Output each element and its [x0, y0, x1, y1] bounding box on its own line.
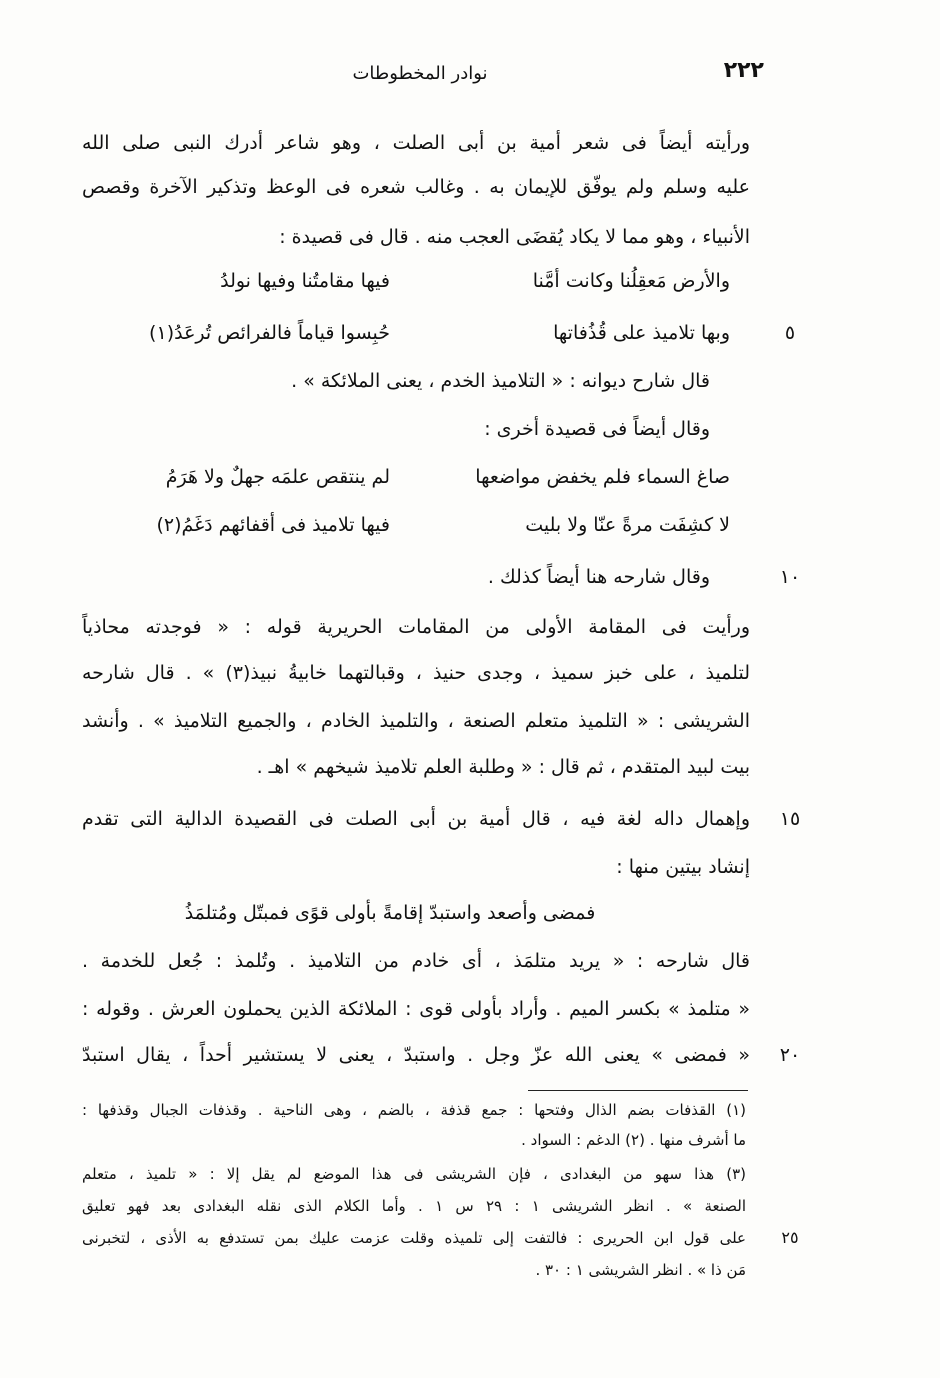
line-number: ٢٠: [779, 1044, 801, 1066]
body-line: إنشاد بيتين منها :: [616, 856, 750, 878]
verse-hemistich: صاغ السماء فلم يخفض مواضعها: [475, 466, 730, 488]
footnote-line: مَن ذا » . انظر الشريشى ١ : ٣٠ .: [535, 1261, 746, 1279]
body-line: وإهمال داله لغة فيه ، قال أمية بن أبى الصلت فى القصيدة الدالية التى تقدم: [82, 808, 750, 830]
body-line: ورأيت فى المقامة الأولى من المقامات الحريرية قوله : « فوجدته محاذياً: [82, 616, 750, 638]
body-line: الشريشى : « التلميذ متعلم الصنعة ، والتلميذ الخادم ، والجميع التلاميذ » . وأنشد: [82, 710, 750, 732]
verse-hemistich: فيها تلاميذ فى أقفائهم دَغَمُ(٢): [156, 514, 390, 536]
body-line: الأنبياء ، وهو مما لا يكاد يُقضَى العجب منه . قال فى قصيدة :: [279, 226, 750, 248]
body-line: وقال شارحه هنا أيضاً كذلك .: [487, 566, 710, 588]
footnote-line: على قول ابن الحريرى : فالتفت إلى تلميذه وقلت عزمت عليك بمن تستدفع به الأذى ، لتخبرنى: [82, 1229, 746, 1247]
verse-hemistich: حُبِسوا قياماً فالفرائص تُرعَدُ(١): [149, 322, 390, 344]
body-line: عليه وسلم ولم يوفّق للإيمان به . وغالب شعره فى الوعظ وتذكير الآخرة وقصص: [82, 176, 750, 198]
body-line: وقال أيضاً فى قصيدة أخرى :: [484, 418, 710, 440]
body-line: « فمضى » يعنى الله عزّ وجل . واستبدّ ، يعنى لا يستشير أحداً ، يقال استبدّ: [82, 1044, 750, 1066]
body-line: قال شارحه : « يريد متلمَذ ، أى خادم من التلاميذ . وتُلمذ : جُعل للخدمة .: [82, 950, 750, 972]
body-line: قال شارح ديوانه : « التلاميذ الخدم ، يعنى الملائكة » .: [291, 370, 710, 392]
verse-hemistich: والأرض مَعقِلُنا وكانت أمَّنا: [532, 270, 730, 292]
footnote-line: ما أشرف منها . (٢) الدغم : السواد .: [521, 1131, 746, 1149]
line-number: ١٥: [779, 808, 801, 830]
verse-hemistich: فيها مقامتُنا وفيها نولدُ: [220, 270, 390, 292]
running-header-title: نوادر المخطوطات: [352, 63, 488, 84]
verse-hemistich: وبها تلاميذ على قُذُفاتها: [553, 322, 730, 344]
body-line: بيت لبيد المتقدم ، ثم قال : « وطلبة العلم تلاميذ شيخهم » اهـ .: [256, 756, 750, 778]
page-number: ٢٢٢: [723, 58, 764, 83]
line-number: ١٠: [779, 566, 801, 588]
body-line: ورأيته أيضاً فى شعر أمية بن أبى الصلت ، وهو شاعر أدرك النبى صلى الله: [82, 132, 750, 154]
footnote-line: (٣) هذا سهو من البغدادى ، فإن الشريشى فى هذا الموضع لم يقل إلا : « تلميذ ، متعلم: [82, 1165, 746, 1183]
footnote-line: (١) القذفات بضم الذال وفتحها : جمع قذفة ، بالضم ، وهى الناحية . وقذفات الجبال وقذفها :: [82, 1101, 746, 1119]
body-line: « متلمذ » بكسر الميم . وأراد بأولى قوى : الملائكة الذين يحملون العرش . وقوله :: [82, 998, 750, 1020]
line-number: ٥: [784, 322, 796, 344]
footnote-line: الصنعة » . انظر الشريشى ١ : ٢٩ س ١ . وأما الكلام الذى نقله البغدادى بعد فهو تعليق: [82, 1197, 746, 1215]
verse-hemistich: لا كشِفَت مرةً عنّا ولا بليت: [525, 514, 730, 536]
body-line: لتلميذ ، على خبز سميذ ، وجدى حنيذ ، وقبالتهما خابيةُ نبيذ(٣) » . قال شارحه: [82, 662, 750, 684]
verse-hemistich: لم ينتقص علمَه جهلٌ ولا هَرَمُ: [165, 466, 390, 488]
footnote-separator: [528, 1090, 748, 1091]
line-number: ٢٥: [781, 1228, 799, 1247]
verse-text: فمضى وأصعد واستبدّ إقامةً بأولى قوًى فمبتّل ومُتلمَذُ: [184, 902, 596, 924]
